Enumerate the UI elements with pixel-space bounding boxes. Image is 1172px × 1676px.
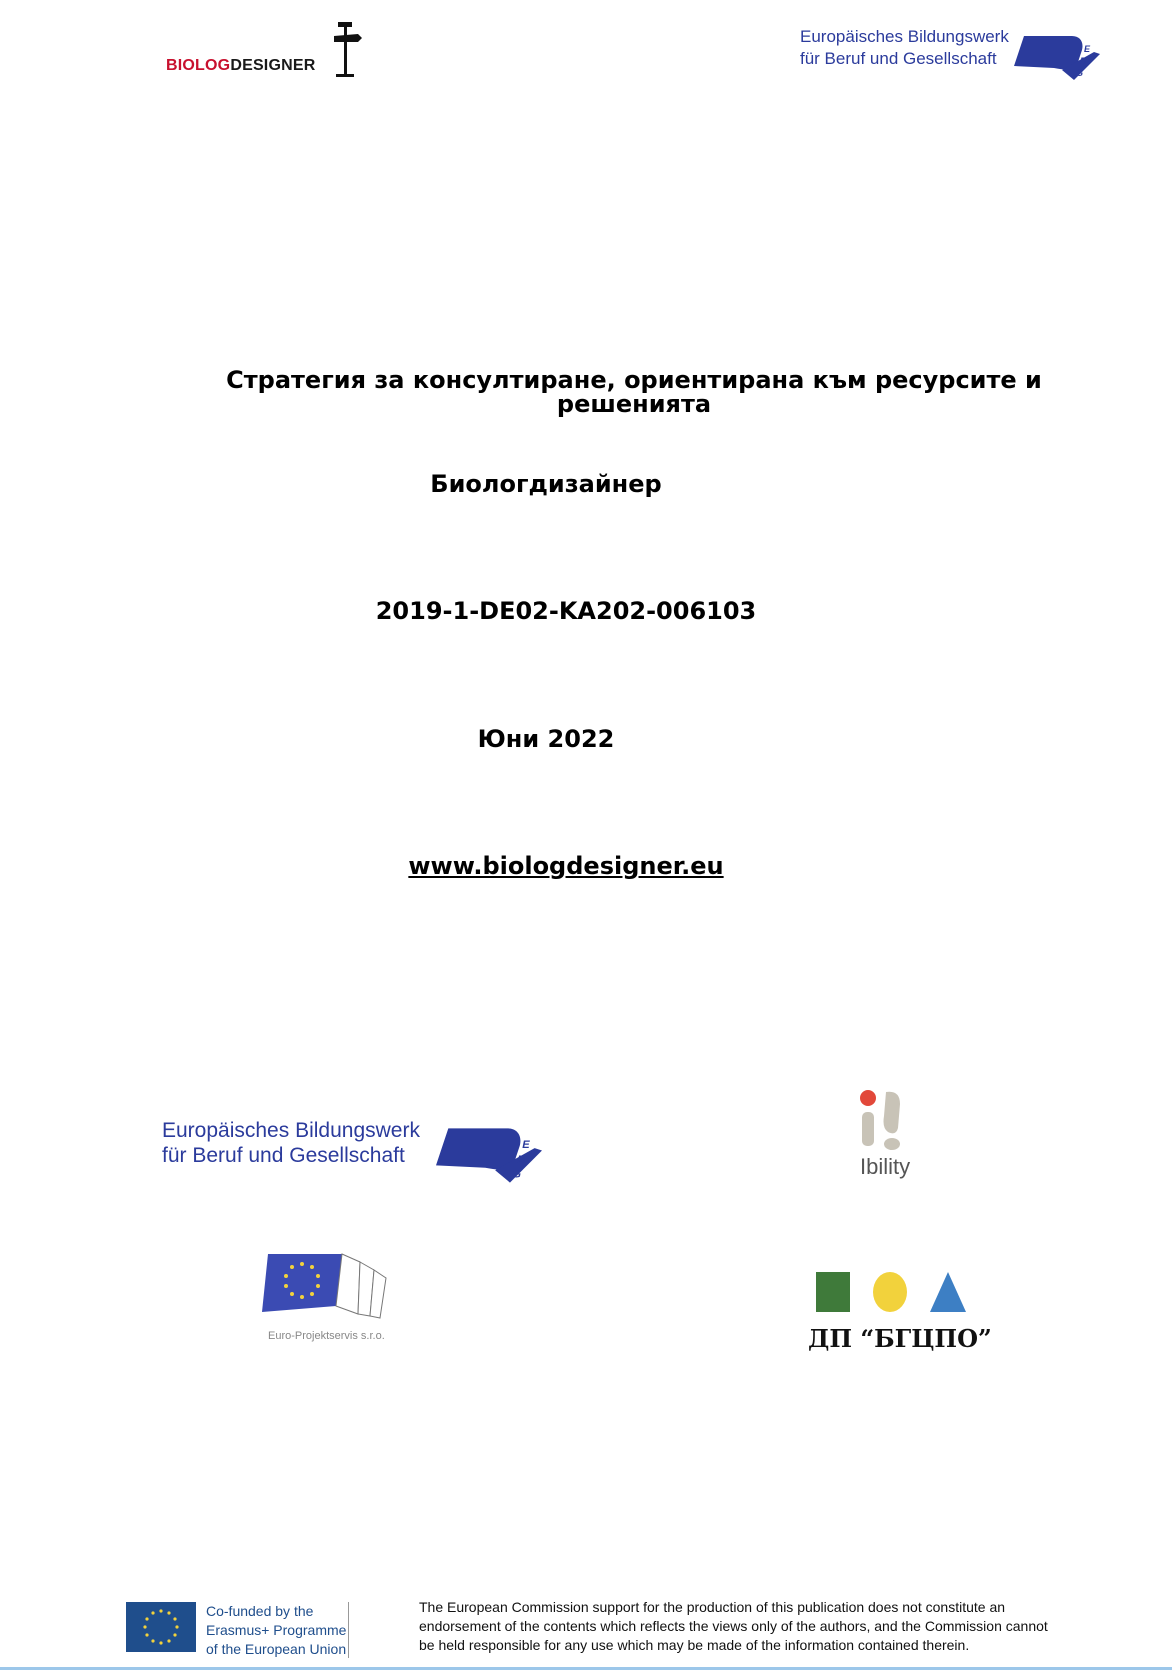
shapes-icon xyxy=(808,1268,968,1314)
biologdesigner-wordmark: BIOLOGDESIGNER xyxy=(166,57,316,74)
svg-text:G: G xyxy=(1076,68,1084,78)
divider xyxy=(348,1602,349,1658)
document-title: Стратегия за консултиране, ориентирана към ресурсите и решенията xyxy=(226,366,1042,418)
ebg-logo-partner xyxy=(162,1118,552,1188)
svg-text:E: E xyxy=(522,1139,530,1152)
eu-flag-icon xyxy=(126,1602,196,1652)
document-date: Юни 2022 xyxy=(477,725,615,753)
ebg-logo-text: Europäisches Bildungswerk für Beruf und Gesellschaft xyxy=(800,27,1009,68)
svg-text:E: E xyxy=(1084,44,1091,54)
bgcpo-logo: ДП “БГЦПО” xyxy=(808,1268,978,1358)
svg-text:B: B xyxy=(517,1153,526,1166)
footer-rule xyxy=(0,1667,1172,1670)
ibility-logo: Ibility xyxy=(856,1088,956,1188)
document-subtitle: Биологдизайнер xyxy=(430,470,662,498)
erasmus-text: Co-funded by the Erasmus+ Programme of the European Union xyxy=(206,1603,347,1657)
project-code: 2019-1-DE02-KA202-006103 xyxy=(375,597,757,625)
euro-projektservis-logo: Euro-Projektservis s.r.o. xyxy=(262,1252,422,1352)
svg-text:B: B xyxy=(1080,56,1087,66)
signpost-icon xyxy=(326,22,366,78)
ebg-mark-icon xyxy=(436,1122,542,1184)
ebg-partner-text: Europäisches Bildungswerk für Beruf und Gesellschaft xyxy=(162,1119,420,1167)
biologdesigner-logo xyxy=(166,22,366,82)
erasmus-cofunded-logo xyxy=(126,1602,351,1658)
ebg-mark-icon xyxy=(1014,32,1100,80)
website-link[interactable]: www.biologdesigner.eu xyxy=(408,852,724,880)
ibility-mark-icon xyxy=(856,1088,916,1158)
disclaimer-text: The European Commission support for the production of this publication does not constitute an endorsement of the contents which reflects the views only of the authors, and the Commission cannot be held responsible for any use which may be made of the information contained therein. xyxy=(419,1599,1048,1653)
svg-text:G: G xyxy=(512,1168,522,1181)
eu-book-icon xyxy=(262,1252,402,1328)
ebg-logo-header xyxy=(800,26,1110,88)
